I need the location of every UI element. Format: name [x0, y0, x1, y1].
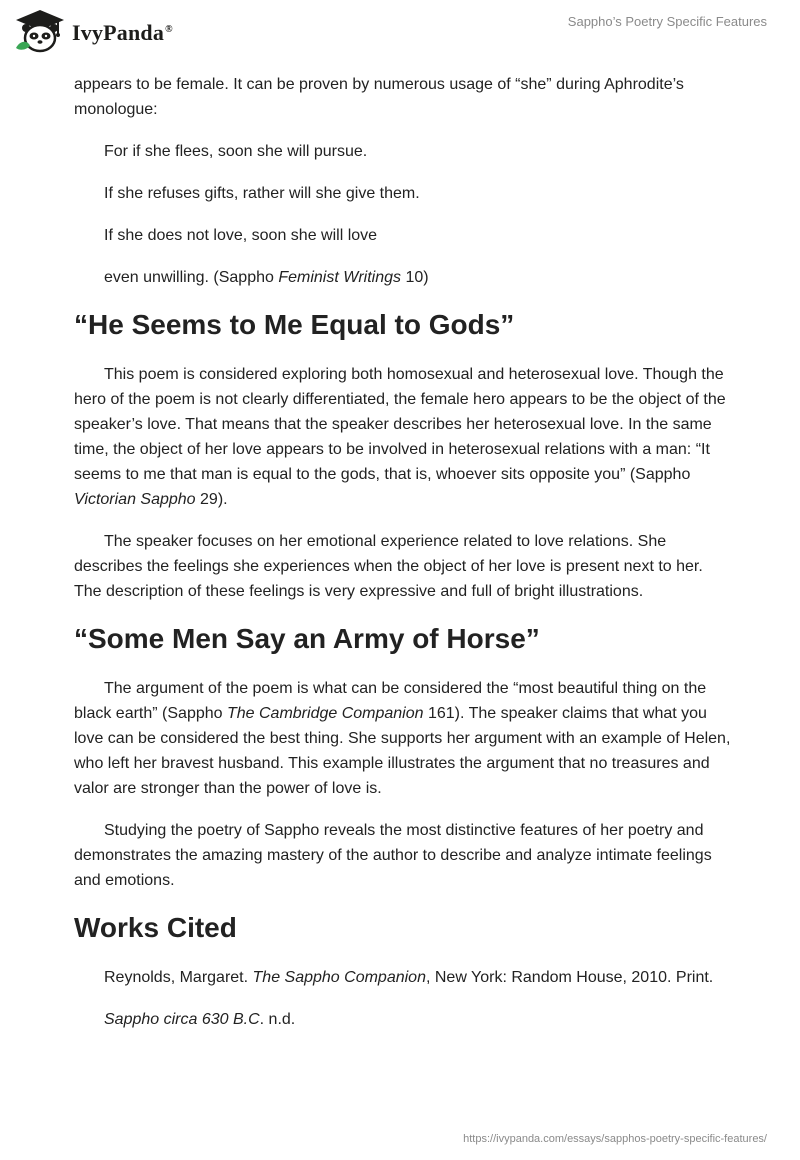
- section-heading: “He Seems to Me Equal to Gods”: [74, 309, 515, 340]
- poem-line: For if she flees, soon she will pursue.: [104, 143, 368, 160]
- body-paragraph: The speaker focuses on her emotional experience related to love relations. She describes the feelings she experiences when the object of her love is present next to her. The description of these feelings is very expressive and full of bright illustrations.: [74, 533, 703, 600]
- document-title: Sappho’s Poetry Specific Features: [567, 14, 767, 29]
- citation-entry: Reynolds, Margaret. The Sappho Companion, New York: Random House, 2010. Print.: [104, 969, 714, 986]
- brand-name: IvyPanda®: [72, 20, 173, 45]
- citation-entry: Sappho circa 630 B.C. n.d.: [104, 1011, 296, 1028]
- works-cited-heading: Works Cited: [74, 912, 237, 943]
- intro-paragraph: appears to be female. It can be proven by numerous usage of “she” during Aphrodite’s monologue:: [74, 76, 684, 118]
- section-heading: “Some Men Say an Army of Horse”: [74, 623, 540, 654]
- poem-line: If she does not love, soon she will love: [104, 227, 378, 244]
- panda-graduate-icon: [14, 8, 66, 54]
- ivypanda-logo[interactable]: [14, 8, 173, 54]
- body-paragraph: The argument of the poem is what can be considered the “most beautiful thing on the black earth” (Sappho The Cambridge Companion 161). The speaker claims that what you love can be considered the best thing. She supports her argument with an example of Helen, who left her bravest husband. This example illustrates the argument that no treasures and valor are stronger than the power of love is.: [74, 680, 731, 797]
- source-url-link[interactable]: https://ivypanda.com/essays/sapphos-poetry-specific-features/: [463, 1133, 767, 1145]
- poem-line: If she refuses gifts, rather will she give them.: [104, 185, 420, 202]
- essay-body: [74, 72, 734, 1032]
- body-paragraph: This poem is considered exploring both homosexual and heterosexual love. Though the hero of the poem is not clearly differentiated, the female hero appears to be the object of the speaker’s love. That means that the speaker describes her heterosexual love. In the same time, the object of her love appears to be involved in heterosexual relations with a man: “It seems to me that man is equal to the gods, that is, whoever sits opposite you” (Sappho Victorian Sappho 29).: [74, 366, 726, 508]
- poem-line-citation: even unwilling. (Sappho Feminist Writings 10): [104, 269, 429, 286]
- body-paragraph: Studying the poetry of Sappho reveals the most distinctive features of her poetry and demonstrates the amazing mastery of the author to describe and analyze intimate feelings and emotions.: [74, 822, 712, 889]
- page-header: [0, 0, 800, 70]
